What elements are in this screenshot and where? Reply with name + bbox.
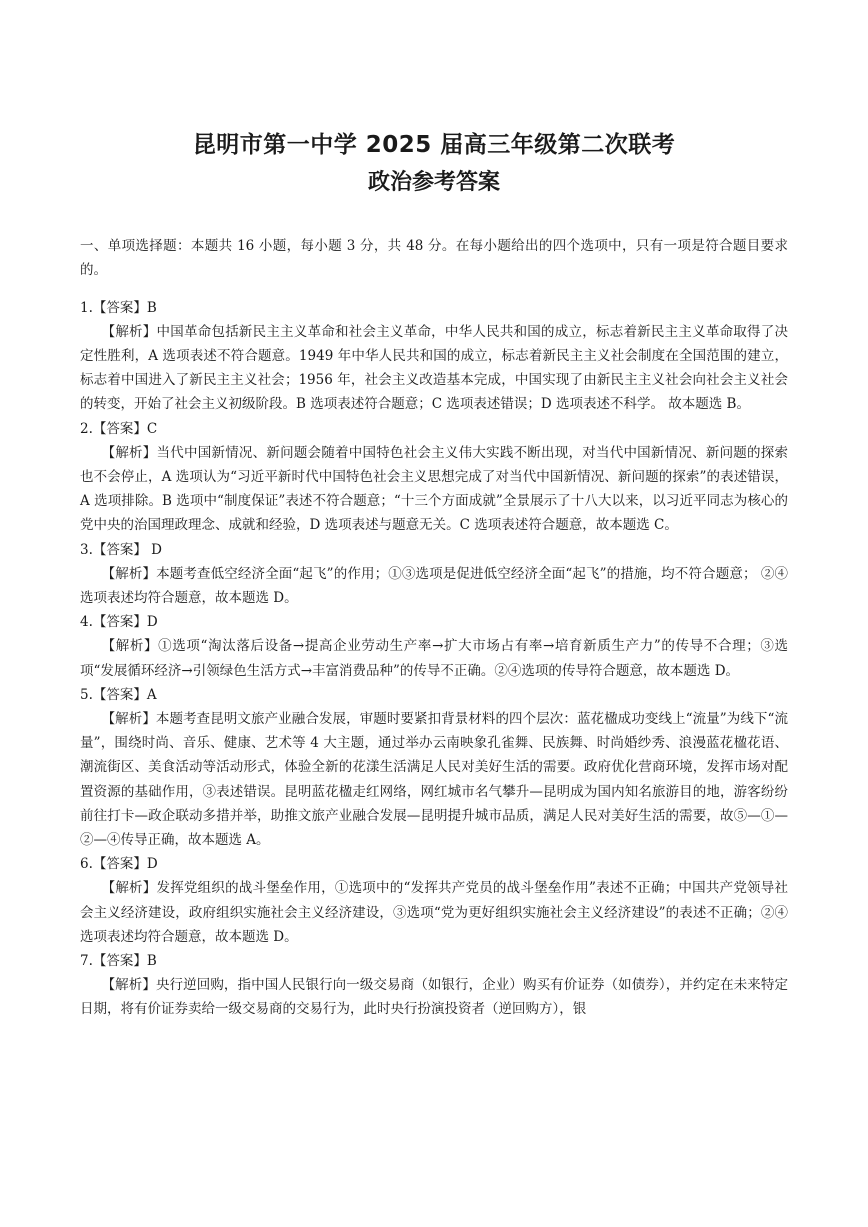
document-subtitle: 政治参考答案 [367, 170, 500, 195]
answer-line: 2.【答案】C [80, 420, 158, 437]
explanation: 【解析】①选项“淘汰落后设备→提高企业劳动生产率→扩大市场占有率→培育新质生产力”的传导不合理；③选项“发展循环经济→引领绿色生活方式→丰富消费品种”的传导不正确。②④选项的传导符合题意，故本题选 D。 [80, 638, 788, 679]
question-7 [80, 949, 788, 1022]
answer-line: 5.【答案】A [80, 686, 157, 703]
answer-line: 7.【答案】B [80, 952, 157, 969]
explanation: 【解析】本题考查昆明文旅产业融合发展，审题时要紧扣背景材料的四个层次：蓝花楹成功变线上“流量”为线下“流量”，围绕时尚、音乐、健康、艺术等 4 大主题，通过举办云南映象孔雀舞、民族舞、时尚婚纱秀、浪漫蓝花楹花语、潮流街区、美食活动等活动形式，体验全新的花漾生活满足人民对美好生活的需要。政府优化营商环境，发挥市场对配置资源的基础作用，③表述错误。昆明蓝花楹走红网络，网红城市名气攀升—昆明成为国内知名旅游目的地，游客纷纷前往打卡—政企联动多措并举，助推文旅产业融合发展—昆明提升城市品质，满足人民对美好生活的需要，故⑤—①—②—④传导正确，故本题选 A。 [80, 710, 788, 848]
explanation: 【解析】本题考查低空经济全面“起飞”的作用；①③选项是促进低空经济全面“起飞”的措施，均不符合题意； ②④选项表述均符合题意，故本题选 D。 [80, 565, 788, 606]
question-5 [80, 683, 788, 852]
explanation: 【解析】当代中国新情况、新问题会随着中国特色社会主义伟大实践不断出现，对当代中国新情况、新问题的探索也不会停止，A 选项认为“习近平新时代中国特色社会主义思想完成了对当代中国新情况、新问题的探索”的表述错误，A 选项排除。B 选项中“制度保证”表述不符合题意；“十三个方面成就”全景展示了十八大以来，以习近平同志为核心的党中央的治国理政理念、成就和经验，D 选项表述与题意无关。C 选项表述符合题意，故本题选 C。 [80, 444, 788, 534]
answer-line: 1.【答案】B [80, 299, 157, 316]
section-intro: 一、单项选择题：本题共 16 小题，每小题 3 分，共 48 分。在每小题给出的四个选项中，只有一项是符合题目要求的。 [80, 238, 788, 278]
question-1 [80, 296, 788, 417]
answer-line: 3.【答案】 D [80, 541, 162, 558]
question-3 [80, 538, 788, 611]
answer-document [80, 128, 788, 1022]
explanation: 【解析】央行逆回购，指中国人民银行向一级交易商（如银行，企业）购买有价证券（如债券），并约定在未来特定日期，将有价证券卖给一级交易商的交易行为，此时央行扮演投资者（逆回购方），银 [80, 977, 788, 1018]
explanation: 【解析】发挥党组织的战斗堡垒作用，①选项中的“发挥共产党员的战斗堡垒作用”表述不正确；中国共产党领导社会主义经济建设，政府组织实施社会主义经济建设，③选项“党为更好组织实施社会主义经济建设”的表述不正确；②④选项表述均符合题意，故本题选 D。 [80, 880, 788, 945]
question-4 [80, 610, 788, 683]
question-2 [80, 417, 788, 538]
question-6 [80, 852, 788, 949]
explanation: 【解析】中国革命包括新民主主义革命和社会主义革命，中华人民共和国的成立，标志着新民主主义革命取得了决定性胜利，A 选项表述不符合题意。1949 年中华人民共和国的成立，标志着新民主主义社会制度在全国范围的建立，标志着中国进入了新民主主义社会；1956 年，社会主义改造基本完成，中国实现了由新民主主义社会向社会主义社会的转变，开始了社会主义初级阶段。B 选项表述符合题意；C 选项表述错误；D 选项表述不科学。 故本题选 B。 [80, 323, 788, 413]
answer-line: 6.【答案】D [80, 856, 158, 873]
document-title: 昆明市第一中学 2025 届高三年级第二次联考 [192, 132, 676, 158]
answer-line: 4.【答案】D [80, 614, 158, 631]
